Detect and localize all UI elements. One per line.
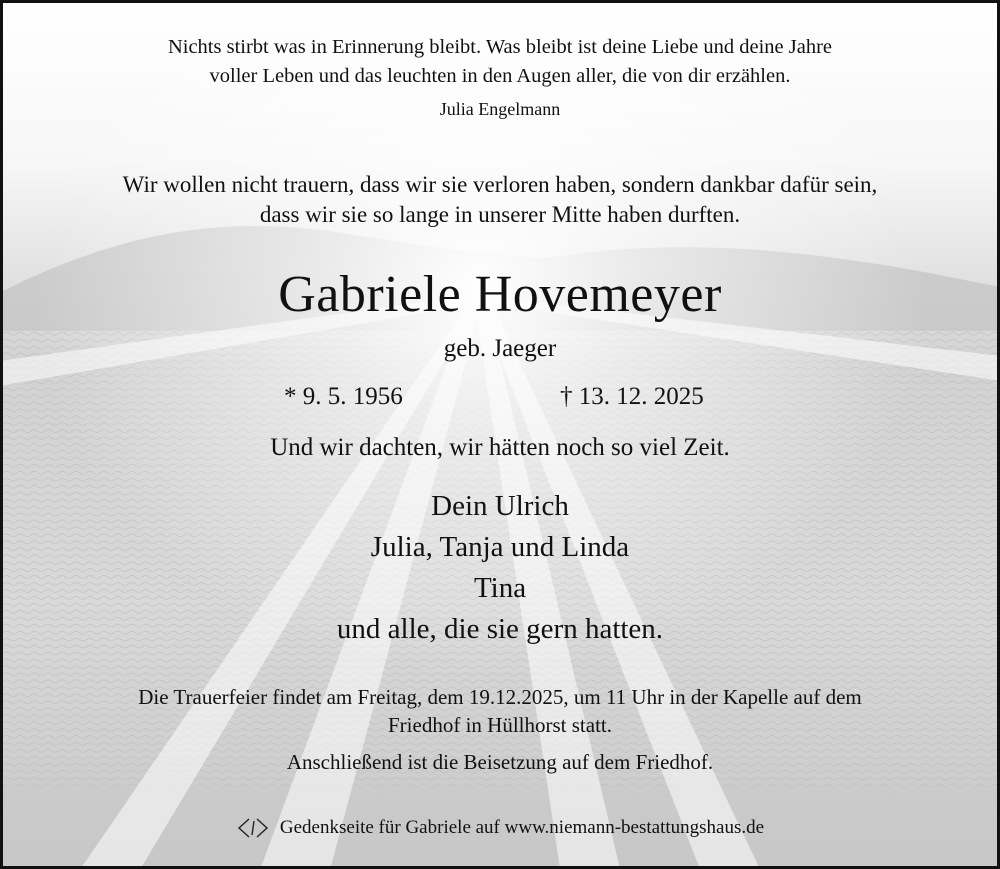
intro-line-2: dass wir sie so lange in unserer Mitte haben durften.	[259, 202, 741, 227]
quote-line-1: Nichts stirbt was in Erinnerung bleibt. Was bleibt ist deine Liebe und deine Jahre	[167, 36, 833, 58]
ceremony-info	[3, 683, 997, 739]
mourner-line: Tina	[473, 572, 527, 604]
quote-line-2: voller Leben und das leuchten in den Augen aller, die von dir erzählen.	[209, 65, 791, 87]
intro-text	[3, 170, 997, 230]
memorial-diamond-icon	[236, 817, 270, 839]
intro-line-1: Wir wollen nicht trauern, dass wir sie verloren haben, sondern dankbar dafür sein,	[122, 172, 878, 197]
quote-author: Julia Engelmann	[439, 99, 561, 119]
burial-info: Anschließend ist die Beisetzung auf dem Friedhof.	[286, 750, 714, 774]
life-dates	[3, 383, 997, 415]
mourner-line: und alle, die sie gern hatten.	[336, 613, 664, 645]
ceremony-line-2: Friedhof in Hüllhorst statt.	[388, 713, 612, 737]
maiden-name: geb. Jaeger	[443, 335, 557, 362]
mourner-line: Julia, Tanja und Linda	[370, 531, 630, 563]
mourners-list	[3, 486, 997, 650]
birth-date: * 9. 5. 1956	[284, 383, 403, 410]
motto-line: Und wir dachten, wir hätten noch so viel Zeit.	[270, 434, 730, 461]
deceased-name: Gabriele Hovemeyer	[278, 266, 722, 323]
memorial-page-link[interactable]: Gedenkseite für Gabriele auf www.niemann-bestattungshaus.de	[279, 817, 765, 838]
mourner-line: Dein Ulrich	[431, 490, 569, 522]
death-date: † 13. 12. 2025	[560, 383, 704, 410]
memorial-page-footer	[3, 817, 997, 843]
opening-quote	[3, 33, 997, 91]
ceremony-line-1: Die Trauerfeier findet am Freitag, dem 19.12.2025, um 11 Uhr in der Kapelle auf dem	[138, 685, 862, 709]
